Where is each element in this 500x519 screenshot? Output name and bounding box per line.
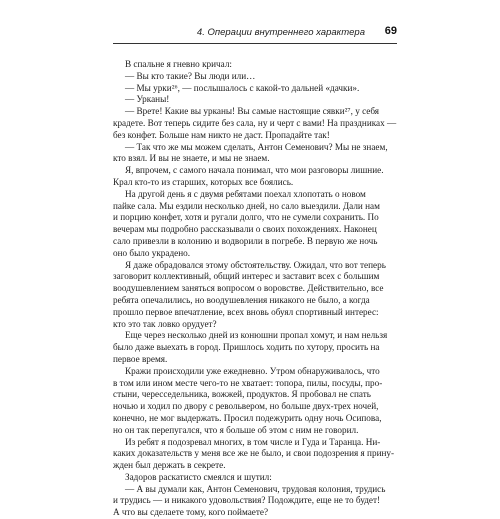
paragraph [113,71,397,83]
text-line: крадете. Вот теперь сидите без сала, ну и черт с вами! На праздниках — [113,117,397,128]
text-line: первое время. [113,353,168,364]
text-line: На другой день я с двумя ребятами поехал хлопотать о новом [125,188,366,199]
paragraph [113,59,397,71]
text-line: А что вы сделаете тому, кого поймаете? [113,507,269,518]
chapter-title: 4. Операции внутреннего характера [196,27,365,38]
text-line: и порцию конфет, хотя и ругали долго, что не сумели сохранить. По [113,212,379,223]
text-line: — Мы урки²⁶, — послышалось с какой-то дальней «дачки». [125,82,360,93]
text-line: жден был держать в секрете. [113,460,226,471]
text-line: кто это так ловко орудует? [113,318,217,329]
text-line: без конфет. Больше нам никто не даст. Пропадайте так! [113,129,330,140]
text-line: Задоров раскатисто смеялся и шутил: [125,471,272,482]
text-line: Еще через несколько дней из конюшни пропал хомут, и нам нельзя [125,330,388,341]
text-line: кто взял. И вы не знаете, и мы не знаем. [113,153,270,164]
text-line: но он так перепугался, что я больше об этом с ним не говорил. [113,424,359,435]
text-line: было даже выехать в город. Пришлось ходить по хутору, просить на [113,342,380,353]
text-line: каких доказательств у меня все же не было, и свои подозрения я прину- [113,448,395,459]
text-line: Из ребят я подозревал многих, в том числе и Гуда и Таранца. Ни- [125,436,381,447]
text-line: конечно, не мог выдержать. Просил подежурить одну ночь Осипова, [113,412,382,423]
text-line: сало привезли в колонию и водворили в погребе. В первую же ночь [113,235,378,246]
text-line: — Так что же мы можем сделать, Антон Семенович? Мы не знаем, [125,141,388,152]
paragraph [113,83,397,95]
text-line: ночью и ходил по двору с револьвером, но больше двух-трех ночей, [113,401,379,412]
paragraph [113,94,397,106]
text-line: и трудись — и никакого удовольствия? Подождите, еще не то будет! [113,495,381,506]
paragraph [113,330,397,365]
text-line: — Урканы! [125,94,170,105]
paragraph [113,484,397,519]
text-line: Я, впрочем, с самого начала понимал, что мои разговоры лишние. [125,165,384,176]
text-line: оно было украдено. [113,247,191,258]
paragraph [113,189,397,260]
text-line: Крал кто-то из старших, которых все боялись. [113,176,294,187]
text-line: воодушевлением заняться вопросом о воровстве. Действительно, все [113,283,384,294]
text-line: — Вы кто такие? Вы люди или… [125,70,256,81]
paragraph [113,437,397,472]
text-line: В спальне я гневно кричал: [125,59,232,69]
paragraph [113,106,397,141]
page-number: 69 [384,25,397,37]
text-line: Кражи происходили уже ежедневно. Утром обнаруживалось, что [125,365,380,376]
text-line: пайке сала. Мы ездили несколько дней, но сало выездили. Дали нам [113,200,380,211]
text-line: стыни, чересседельника, вожжей, продуктов. Я пробовал не спать [113,389,371,400]
text-line: заговорит коллективный, общий интерес и заставит всех с большим [113,271,380,282]
text-line: в том или ином месте чего-то не хватает: топора, пилы, посуды, про- [113,377,383,388]
running-header [113,25,397,44]
text-line: Я даже обрадовался этому обстоятельству. Ожидал, что вот теперь [125,259,386,270]
text-line: ребята опечалились, но воодушевления никакого не было, а когда [113,294,370,305]
text-line: вечерам мы подробно рассказывали о своих похождениях. Наконец [113,224,377,235]
paragraph [113,165,397,189]
paragraph [113,142,397,166]
text-line: — Врете! Какие вы урканы! Вы самые настоящие сявки²⁷, у себя [125,106,380,117]
paragraph [113,260,397,331]
page-body [113,59,397,519]
paragraph [113,472,397,484]
paragraph [113,366,397,437]
text-line: — А вы думали как, Антон Семенович, трудовая колония, трудись [125,483,386,494]
text-line: прошло первое впечатление, всех вновь обуял спортивный интерес: [113,306,379,317]
